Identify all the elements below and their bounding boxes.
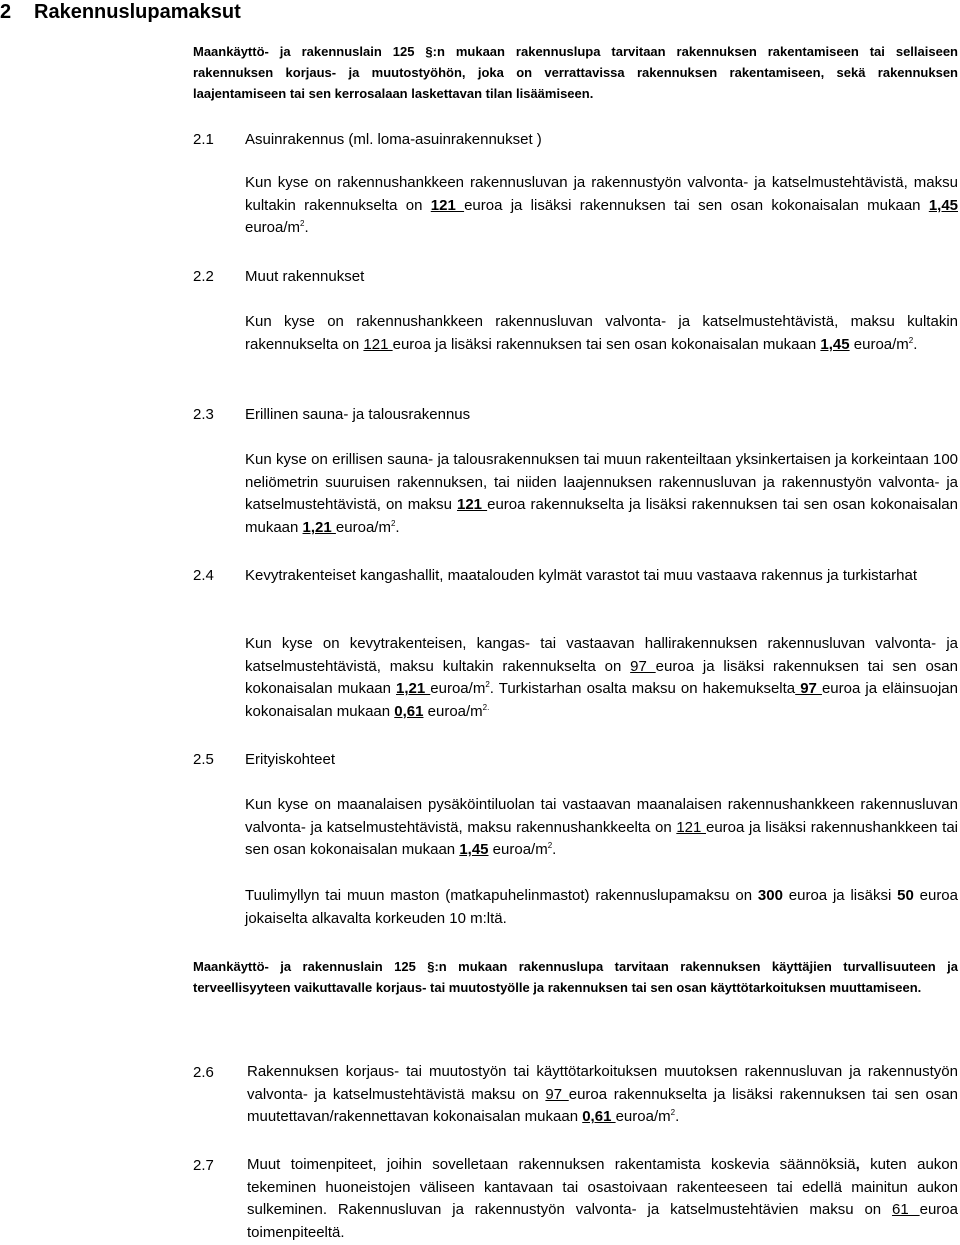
fee-value: 300	[757, 887, 783, 904]
subsection-title-2-4: Kevytrakenteiset kangashallit, maatalouden kylmät varastot tai muu vastaava rakennus ja turkistarhat	[245, 567, 918, 584]
fee-value: 0,61	[582, 1108, 616, 1126]
fee-value: 61	[892, 1201, 920, 1219]
fee-value: 1,21	[396, 680, 431, 698]
subsection-number-2-2: 2.2	[193, 268, 214, 285]
subsection-title-2-2: Muut rakennukset	[245, 268, 365, 285]
subsection-number-2-1: 2.1	[193, 131, 214, 148]
fee-value: 1,21	[302, 519, 336, 537]
fee-value: 97	[545, 1085, 569, 1103]
fee-value: 50	[897, 887, 914, 904]
fee-value: 121	[457, 496, 488, 514]
section-title: Rakennuslupamaksut	[34, 1, 241, 23]
paragraph-2-4: Kun kyse on kevytrakenteisen, kangas- tai vastaavan hallirakennuksen rakennusluvan valvonta- ja katselmustehtävistä, maksu kultakin rakennukselta on 97 euroa ja lisäksi rakennuksen tai sen osan kokonaisalan mukaan 1,21 euroa/$m^2$. Turkistarhan osalta maksu on hakemukselta 97 euroa ja eläinsuojan kokonaisalan mukaan 0,61 euroa/$m^{2.}$	[245, 635, 958, 721]
paragraph-2-2: Kun kyse on rakennushankkeen rakennusluvan valvonta- ja katselmustehtävistä, maksu kultakin rakennukselta on 121 euroa ja lisäksi rakennuksen tai sen osan kokonaisalan mukaan 1,45 euroa/$m^2$.	[245, 313, 958, 353]
subsection-number-2-4: 2.4	[193, 567, 214, 584]
paragraph-2-1: Kun kyse on rakennushankkeen rakennusluvan ja rakennustyön valvonta- ja katselmustehtävistä, maksu kultakin rakennukselta on 121 euroa ja lisäksi rakennuksen tai sen osan kokonaisalan mukaan 1,45 euroa/$m^2$.	[245, 174, 959, 237]
subsection-number-2-7: 2.7	[193, 1157, 214, 1174]
fee-value: 121	[363, 335, 393, 353]
fee-value: 0,61	[394, 703, 424, 721]
paragraph-2-6: Rakennuksen korjaus- tai muutostyön tai käyttötarkoituksen muutoksen rakennusluvan ja rakennustyön valvonta- ja katselmustehtävistä maksu on 97 euroa rakennukselta ja lisäksi rakennuksen tai sen osan muutettavan/rakennettavan kokonaisalan mukaan 0,61 euroa/$m^2$.	[247, 1063, 959, 1126]
section-heading	[0, 0, 241, 24]
fee-value: 1,45	[928, 196, 959, 214]
intro-paragraph-2: Maankäyttö- ja rakennuslain 125 §:n mukaan rakennuslupa tarvitaan rakennuksen käyttäjien turvallisuuteen ja terveellisyyteen vaikuttavalle korjaus- tai muutostyölle ja rakennuksen tai sen osan käyttötarkoituksen muuttamiseen.	[193, 959, 958, 995]
fee-value: 121	[676, 818, 706, 836]
fee-value: 1,45	[459, 841, 489, 859]
paragraph-2-3: Kun kyse on erillisen sauna- ja talousrakennuksen tai muun rakenteiltaan yksinkertaisen ja korkeintaan 100 neliömetrin suuruisen rakennuksen, tai niiden laajennuksen rakennusluvan ja rakennustyön valvonta- ja katselmustehtävistä, on maksu 121 euroa rakennukselta ja lisäksi rakennuksen tai sen osan kokonaisalan mukaan 1,21 euroa/$m^2$.	[245, 451, 958, 537]
subsection-number-2-3: 2.3	[193, 406, 214, 423]
fee-value: 97	[795, 680, 822, 698]
fee-value: 97	[630, 657, 656, 675]
paragraph-2-5-b: Tuulimyllyn tai muun maston (matkapuhelinmastot) rakennuslupamaksu on 300 euroa ja lisäksi 50 euroa jokaiselta alkavalta korkeuden 10 m:ltä.	[245, 887, 958, 927]
section-number: 2	[0, 1, 12, 23]
subsection-title-2-5: Erityiskohteet	[245, 751, 336, 768]
paragraph-2-5-a: Kun kyse on maanalaisen pysäköintiluolan tai vastaavan maanalaisen rakennushankkeen rakennusluvan valvonta- ja katselmustehtävistä, maksu rakennushankkeelta on 121 euroa ja lisäksi rakennushankkeen tai sen osan kokonaisalan mukaan 1,45 euroa/$m^2$.	[245, 796, 958, 859]
subsection-title-2-3: Erillinen sauna- ja talousrakennus	[245, 406, 471, 423]
subsection-number-2-6: 2.6	[193, 1064, 214, 1081]
subsection-title-2-1: Asuinrakennus (ml. loma-asuinrakennukset )	[245, 131, 542, 148]
fee-value: 121	[430, 196, 465, 214]
intro-paragraph-1: Maankäyttö- ja rakennuslain 125 §:n mukaan rakennuslupa tarvitaan rakennuksen rakentamiseen tai sellaiseen rakennuksen korjaus- ja muutostyöhön, joka on verrattavissa rakennuksen rakentamiseen, sekä rakennuksen laajentamiseen tai sen kerrosalaan laskettavan tilan lisäämiseen.	[193, 44, 958, 101]
subsection-number-2-5: 2.5	[193, 751, 214, 768]
paragraph-2-7: Muut toimenpiteet, joihin sovelletaan rakennuksen rakentamista koskevia säännöksiä, kuten aukon tekeminen huoneistojen väliseen kantavaan tai osastoivaan rakenteeseen tai edellä mainitun aukon sulkeminen. Rakennusluvan ja rakennustyön valvonta- ja katselmustehtävien maksu on 61 euroa toimenpiteeltä.	[247, 1156, 958, 1242]
fee-value: 1,45	[820, 335, 850, 353]
